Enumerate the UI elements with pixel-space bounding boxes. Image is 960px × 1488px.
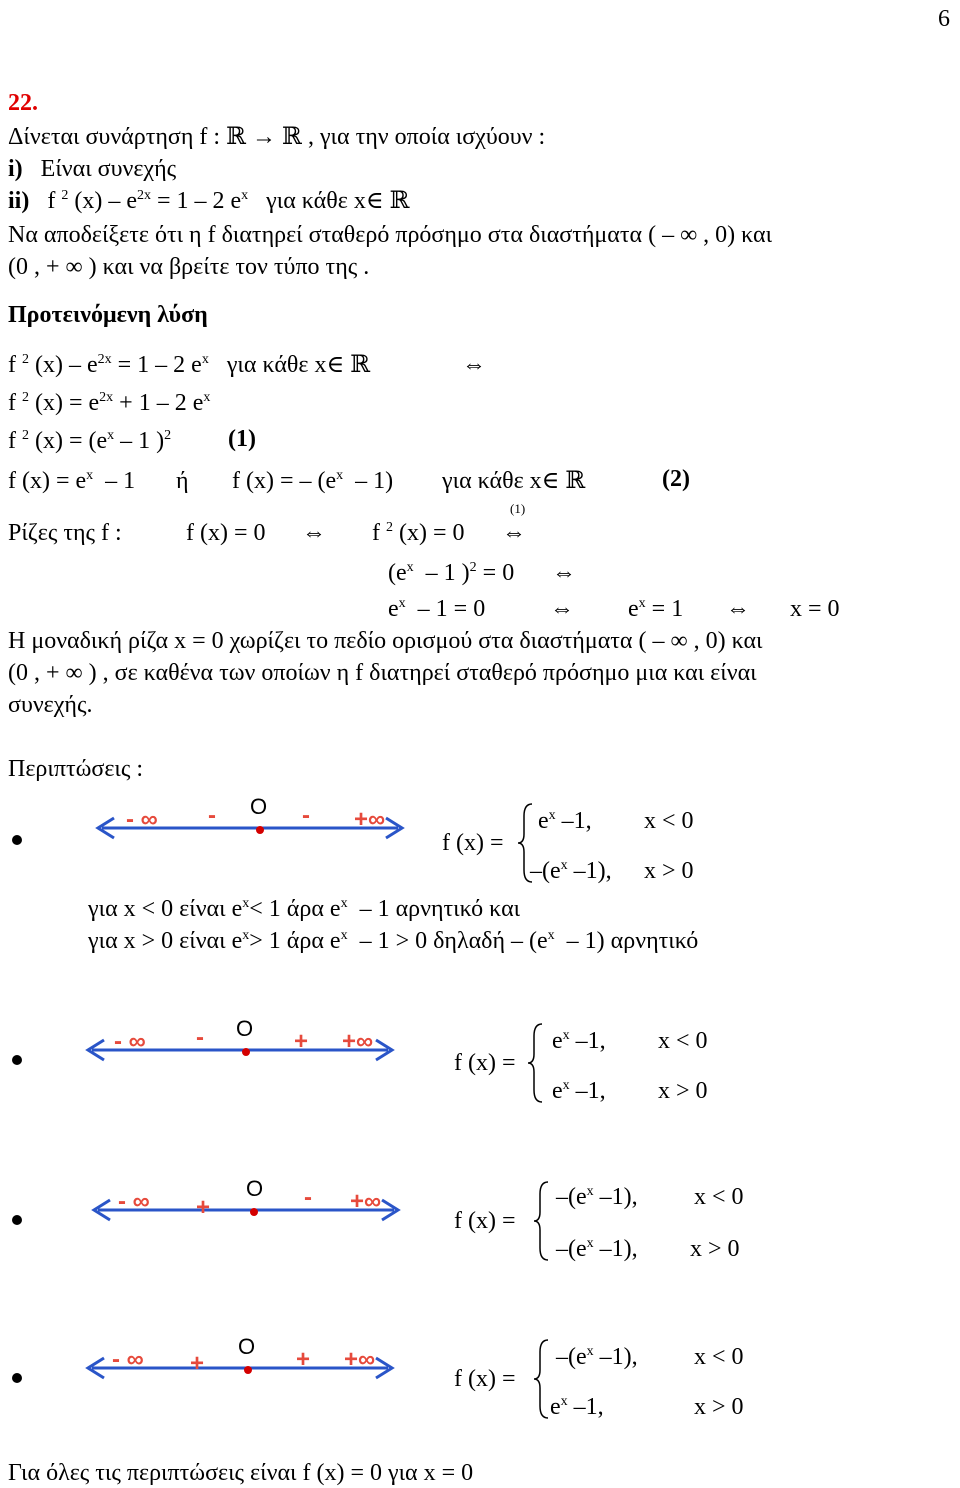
condition-i: i) Είναι συνεχής [8,156,177,182]
prove-statement-1: Να αποδείξετε ότι η f διατηρεί σταθερό πρόσημο στα διαστήματα ( – ∞ , 0) και [8,222,773,248]
sign-left: + [196,1194,211,1221]
case-row-2-cond: x > 0 [694,1394,744,1420]
bullet [12,1215,22,1225]
equiv-arrow: ⇔ [552,560,576,586]
case-row-1: $-(e^x$ –1), [556,1184,638,1210]
sign-left: - [208,802,216,829]
equiv-arrow: ⇔ [462,352,486,378]
cases-heading: Περιπτώσεις : [8,756,144,782]
unique-root-line-1: Η μοναδική ρίζα x = 0 χωρίζει το πεδίο ορισμού στα διαστήματα ( – ∞ , 0) και [8,628,763,654]
unique-root-line-2: (0 , + ∞ ) , σε καθένα των οποίων η f διατηρεί σταθερό πρόσημο μια και είναι [8,660,757,686]
reference-1: (1) [510,501,526,516]
solution-line-3: f $^2$ $(x) = (e^x - 1$ )$^2$ [8,428,172,454]
case-row-2-cond: x > 0 [644,858,694,884]
case-row-2: $-(e^x$ –1), [556,1236,638,1262]
equation-tag-2: (2) [662,466,690,492]
final-statement: Για όλες τις περιπτώσεις είναι f (x) = 0 για x = 0 [8,1460,474,1486]
roots-eq-5: $e^x = 1$ [628,596,684,622]
case-row-2: $e^x$ –1, [552,1078,606,1104]
page-number: 6 [938,6,950,32]
solution-line-4a: f $(x) = e^x - 1$ [8,468,136,494]
piecewise-brace [526,1022,546,1104]
case-row-1-cond: x < 0 [694,1344,744,1370]
case-row-1: $e^x$ –1, [552,1028,606,1054]
sign-right: - [302,802,310,829]
bullet [12,1373,22,1383]
case-row-1: $-(e^x$ –1), [556,1344,638,1370]
roots-eq-3: ($e^x - 1$ )$^2$ = 0 [388,560,515,586]
origin-label: O [236,1016,254,1041]
origin-label: O [250,794,268,819]
condition-ii: ii) f $^2$ $(x) - e^{2x} = 1 - 2$ $e^x$ για κάθε x∈ ℝ [8,188,410,214]
roots-label: Ρίζες της f : [8,520,122,546]
case-row-1: $e^x$ –1, [538,808,592,834]
roots-eq-4: $e^x - 1 = 0$ [388,596,486,622]
sign-right: + [294,1028,309,1055]
origin-label: O [238,1334,256,1359]
equation-tag-1: (1) [228,426,256,452]
case-row-1-cond: x < 0 [658,1028,708,1054]
case-row-1-cond: x < 0 [694,1184,744,1210]
equiv-arrow: ⇔ [726,596,750,622]
explanation-line-1: για x < 0 είναι $e^x< 1$ άρα $e^x - 1$ αρνητικό και [88,896,521,922]
neg-infinity-label: - ∞ [114,1028,146,1055]
bullet [12,835,22,845]
neg-infinity-label: - ∞ [118,1188,150,1215]
piecewise-brace [532,1180,552,1262]
solution-line-2: f $^2$ $(x) = e^{2x} + 1 - 2$ $e^x$ [8,390,211,416]
explanation-line-2: για x > 0 είναι $e^x> 1$ άρα $e^x - 1 > 0$ δηλαδή – $(e^x - 1)$ αρνητικό [88,928,699,954]
exercise-number: 22. [8,90,38,116]
neg-infinity-label: - ∞ [112,1346,144,1373]
origin-point [244,1366,252,1374]
unique-root-line-3: συνεχής. [8,692,93,718]
solution-line-4c: για κάθε x∈ ℝ [442,468,586,494]
pos-infinity-label: +∞ [344,1346,376,1373]
case-row-1-cond: x < 0 [644,808,694,834]
or-word: ή [176,468,189,494]
origin-point [256,826,264,834]
sign-left: + [190,1350,205,1377]
solution-line-1: f $^2$ $(x) - e^{2x} = 1 - 2$ $e^x$ για κάθε x∈ ℝ [8,352,371,378]
fx-label: f (x) = [454,1366,516,1392]
sign-right: - [304,1184,312,1211]
neg-infinity-label: - ∞ [126,806,158,833]
equiv-arrow: ⇔ [502,520,526,546]
fx-label: f (x) = [454,1208,516,1234]
case-row-2: $e^x$ –1, [550,1394,604,1420]
pos-infinity-label: +∞ [342,1028,374,1055]
exercise-intro: Δίνεται συνάρτηση f : ℝ → ℝ , για την οποία ισχύουν : [8,124,546,150]
origin-label: O [246,1176,264,1201]
case-row-2-cond: x > 0 [690,1236,740,1262]
roots-eq-2: f $^2$ (x) = 0 [372,520,465,546]
sign-left: - [196,1024,204,1051]
origin-point [250,1208,258,1216]
fx-label: f (x) = [442,830,504,856]
piecewise-brace [532,1338,552,1420]
roots-eq-6: x = 0 [790,596,840,622]
case-row-2-cond: x > 0 [658,1078,708,1104]
roots-eq-1: f (x) = 0 [186,520,266,546]
pos-infinity-label: +∞ [354,806,386,833]
origin-point [242,1048,250,1056]
fx-label: f (x) = [454,1050,516,1076]
solution-line-4b: f (x) = – $(e^x - 1)$ [232,468,394,494]
equiv-arrow: ⇔ [550,596,574,622]
prove-statement-2: (0 , + ∞ ) και να βρείτε τον τύπο της . [8,254,370,280]
case-row-2: $-(e^x$ –1), [530,858,612,884]
solution-heading: Προτεινόμενη λύση [8,302,208,328]
bullet [12,1055,22,1065]
equiv-arrow: ⇔ [302,520,326,546]
sign-right: + [296,1346,311,1373]
pos-infinity-label: +∞ [350,1188,382,1215]
